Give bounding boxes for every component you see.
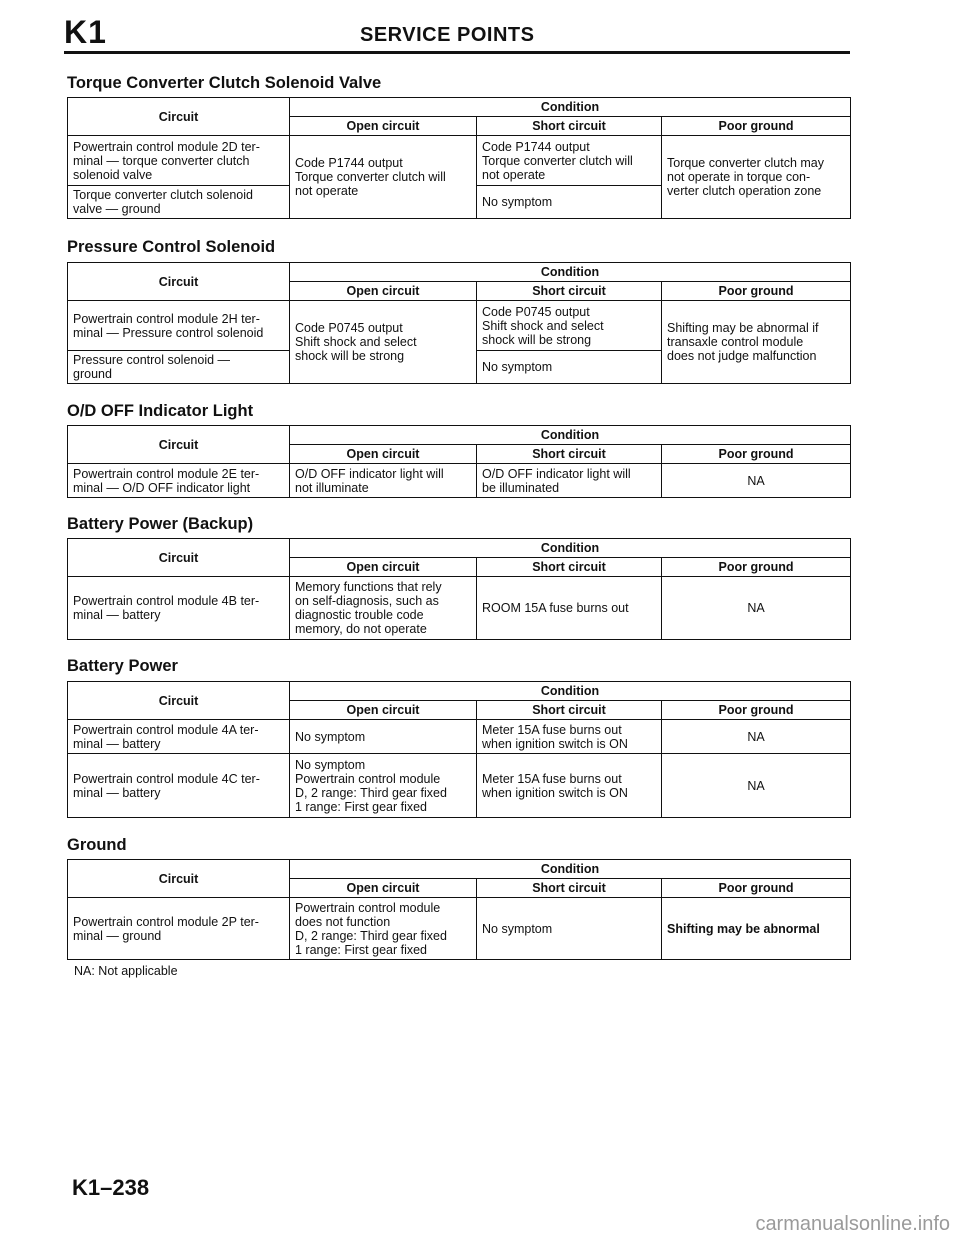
header-condition: Condition	[290, 860, 851, 879]
cell-short-circuit: Code P1744 output Torque converter clutch will not operate	[477, 136, 662, 186]
table-battery-power	[67, 681, 851, 818]
table-battery-backup	[67, 538, 851, 640]
cell-open-circuit: Code P0745 output Shift shock and select shock will be strong	[290, 301, 477, 384]
section-title-pressure-control: Pressure Control Solenoid	[67, 238, 276, 256]
header-divider	[64, 51, 850, 54]
header-circuit: Circuit	[68, 263, 290, 301]
page-number: K1–238	[72, 1175, 150, 1200]
header-short-circuit: Short circuit	[477, 558, 662, 577]
section-title-battery-backup: Battery Power (Backup)	[67, 515, 254, 533]
page-title: SERVICE POINTS	[360, 24, 535, 46]
header-condition: Condition	[290, 263, 851, 282]
cell-circuit: Powertrain control module 2P ter- minal — ground	[68, 898, 290, 960]
section-title-battery-power: Battery Power	[67, 657, 178, 675]
header-short-circuit: Short circuit	[477, 879, 662, 898]
header-open-circuit: Open circuit	[290, 445, 477, 464]
cell-open-circuit: Memory functions that rely on self-diagnosis, such as diagnostic trouble code memory, do not operate	[290, 577, 477, 640]
cell-open-circuit: Powertrain control module does not function D, 2 range: Third gear fixed 1 range: First gear fixed	[290, 898, 477, 960]
cell-circuit: Pressure control solenoid — ground	[68, 351, 290, 384]
cell-short-circuit: No symptom	[477, 898, 662, 960]
header-open-circuit: Open circuit	[290, 282, 477, 301]
header-open-circuit: Open circuit	[290, 558, 477, 577]
cell-short-circuit: No symptom	[477, 186, 662, 219]
cell-circuit: Powertrain control module 2D ter- minal — torque converter clutch solenoid valve	[68, 136, 290, 186]
cell-poor-ground: NA	[662, 464, 851, 498]
section-title-od-off-light: O/D OFF Indicator Light	[67, 402, 254, 420]
watermark: carmanualsonline.info	[755, 1213, 950, 1235]
cell-poor-ground: NA	[662, 577, 851, 640]
cell-short-circuit: O/D OFF indicator light will be illuminated	[477, 464, 662, 498]
cell-short-circuit: Meter 15A fuse burns out when ignition switch is ON	[477, 754, 662, 818]
header-circuit: Circuit	[68, 98, 290, 136]
header-short-circuit: Short circuit	[477, 701, 662, 720]
header-condition: Condition	[290, 682, 851, 701]
header-condition: Condition	[290, 98, 851, 117]
cell-short-circuit: Meter 15A fuse burns out when ignition switch is ON	[477, 720, 662, 754]
table-ground	[67, 859, 851, 960]
header-poor-ground: Poor ground	[662, 282, 851, 301]
header-circuit: Circuit	[68, 426, 290, 464]
section-code: K1	[64, 14, 107, 50]
table-od-off-light	[67, 425, 851, 498]
header-circuit: Circuit	[68, 539, 290, 577]
cell-circuit: Powertrain control module 4C ter- minal — battery	[68, 754, 290, 818]
cell-open-circuit: No symptom Powertrain control module D, 2 range: Third gear fixed 1 range: First gear fixed	[290, 754, 477, 818]
header-short-circuit: Short circuit	[477, 445, 662, 464]
section-title-ground: Ground	[67, 836, 127, 854]
cell-poor-ground: NA	[662, 754, 851, 818]
header-condition: Condition	[290, 426, 851, 445]
header-circuit: Circuit	[68, 682, 290, 720]
cell-short-circuit: No symptom	[477, 351, 662, 384]
header-poor-ground: Poor ground	[662, 558, 851, 577]
cell-poor-ground: Shifting may be abnormal if transaxle control module does not judge malfunction	[662, 301, 851, 384]
header-open-circuit: Open circuit	[290, 701, 477, 720]
cell-circuit: Powertrain control module 4B ter- minal — battery	[68, 577, 290, 640]
header-poor-ground: Poor ground	[662, 445, 851, 464]
table-pressure-control	[67, 262, 851, 384]
table-tcc-solenoid	[67, 97, 851, 219]
header-short-circuit: Short circuit	[477, 117, 662, 136]
section-title-tcc-solenoid: Torque Converter Clutch Solenoid Valve	[67, 74, 382, 92]
cell-poor-ground: Torque converter clutch may not operate in torque con- verter clutch operation zone	[662, 136, 851, 219]
header-circuit: Circuit	[68, 860, 290, 898]
cell-open-circuit: Code P1744 output Torque converter clutch will not operate	[290, 136, 477, 219]
cell-circuit: Torque converter clutch solenoid valve — ground	[68, 186, 290, 219]
cell-circuit: Powertrain control module 4A ter- minal — battery	[68, 720, 290, 754]
cell-circuit: Powertrain control module 2E ter- minal — O/D OFF indicator light	[68, 464, 290, 498]
cell-circuit: Powertrain control module 2H ter- minal — Pressure control solenoid	[68, 301, 290, 351]
header-open-circuit: Open circuit	[290, 879, 477, 898]
cell-open-circuit: No symptom	[290, 720, 477, 754]
header-poor-ground: Poor ground	[662, 701, 851, 720]
cell-short-circuit: ROOM 15A fuse burns out	[477, 577, 662, 640]
cell-open-circuit: O/D OFF indicator light will not illuminate	[290, 464, 477, 498]
header-condition: Condition	[290, 539, 851, 558]
footnote: NA: Not applicable	[74, 964, 178, 978]
cell-short-circuit: Code P0745 output Shift shock and select shock will be strong	[477, 301, 662, 351]
header-open-circuit: Open circuit	[290, 117, 477, 136]
header-poor-ground: Poor ground	[662, 879, 851, 898]
cell-poor-ground: Shifting may be abnormal	[662, 898, 851, 960]
header-short-circuit: Short circuit	[477, 282, 662, 301]
cell-poor-ground: NA	[662, 720, 851, 754]
header-poor-ground: Poor ground	[662, 117, 851, 136]
